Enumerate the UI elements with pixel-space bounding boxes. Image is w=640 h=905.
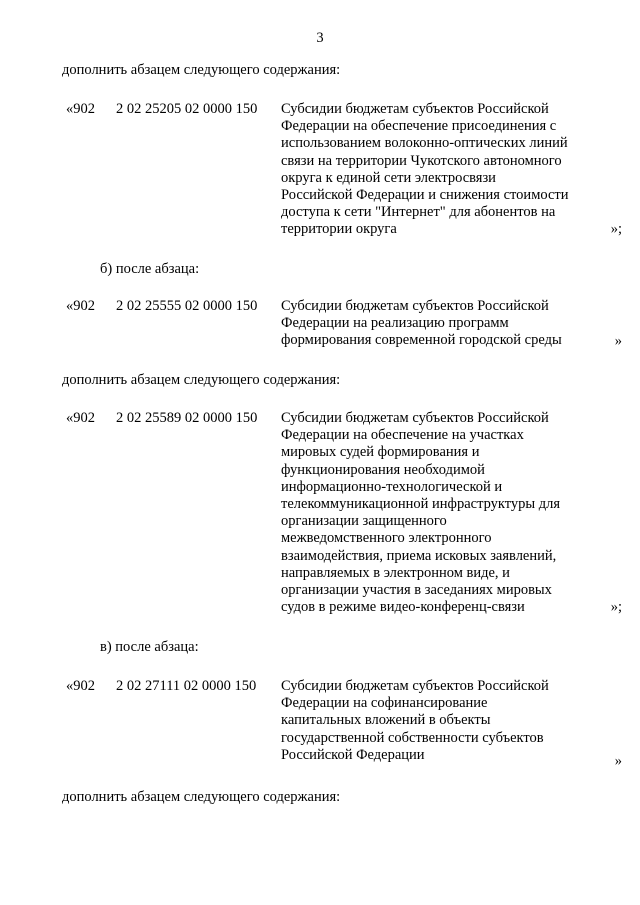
table-row [62,101,622,238]
budget-code: 2 02 27111 02 0000 150 [116,678,257,694]
description-line: организации защищенного [281,513,447,530]
table-row [62,678,622,769]
description-line: межведомственного электронного [281,530,492,547]
description [281,101,581,239]
description-line: Федерации на софинансирование [281,695,488,712]
admin-code: «902 [66,410,95,426]
description [281,298,581,350]
budget-code: 2 02 25589 02 0000 150 [116,410,258,426]
description-line: Федерации на обеспечение присоединения с [281,118,557,135]
closing-quote: »; [610,221,622,237]
budget-code: 2 02 25205 02 0000 150 [116,101,258,117]
description-line: территории округа [281,221,397,238]
description [281,678,581,764]
description-line: Субсидии бюджетам субъектов Российской [281,298,549,314]
description-line: Федерации на обеспечение на участках [281,427,524,444]
description [281,410,581,616]
description-line: Федерации на реализацию программ [281,315,509,332]
paragraph-after-v: в) после абзаца: [100,639,199,655]
budget-code: 2 02 25555 02 0000 150 [116,298,258,314]
admin-code: «902 [66,678,95,694]
page-number: 3 [316,30,324,46]
description-line: связи на территории Чукотского автономного [281,152,562,169]
description-line: капитальных вложений в объекты [281,712,491,729]
description-line: информационно-технологической и [281,478,503,495]
description-line: Российской Федерации и снижения стоимости [281,187,569,204]
closing-quote: » [614,753,622,769]
table-row [62,298,622,349]
description-line: формирования современной городской среды [281,332,562,349]
description-line: доступа к сети "Интернет" для абонентов на [281,204,556,221]
table-row [62,410,622,616]
description-line: взаимодействия, приема исковых заявлений, [281,547,557,564]
description-line: Субсидии бюджетам субъектов Российской [281,101,549,117]
paragraph-after-b: б) после абзаца: [100,261,200,277]
closing-quote: »; [610,599,622,615]
closing-quote: » [614,333,622,349]
description-line: использованием волоконно-оптических линий [281,135,568,152]
paragraph-supplement-1: дополнить абзацем следующего содержания: [62,62,341,78]
description-line: государственной собственности субъектов [281,729,544,746]
description-line: Субсидии бюджетам субъектов Российской [281,410,549,426]
admin-code: «902 [66,298,95,314]
description-line: Субсидии бюджетам субъектов Российской [281,678,549,694]
paragraph-supplement-3: дополнить абзацем следующего содержания: [62,789,341,805]
description-line: организации участия в заседаниях мировых [281,582,552,599]
description-line: Российской Федерации [281,746,425,763]
admin-code: «902 [66,101,95,117]
description-line: судов в режиме видео-конференц-связи [281,599,525,616]
description-line: функционирования необходимой [281,461,485,478]
description-line: направляемых в электронном виде, и [281,564,510,581]
description-line: мировых судей формирования и [281,444,480,461]
description-line: телекоммуникационной инфраструктуры для [281,496,561,513]
paragraph-supplement-2: дополнить абзацем следующего содержания: [62,372,341,388]
description-line: округа к единой сети электросвязи [281,169,496,186]
